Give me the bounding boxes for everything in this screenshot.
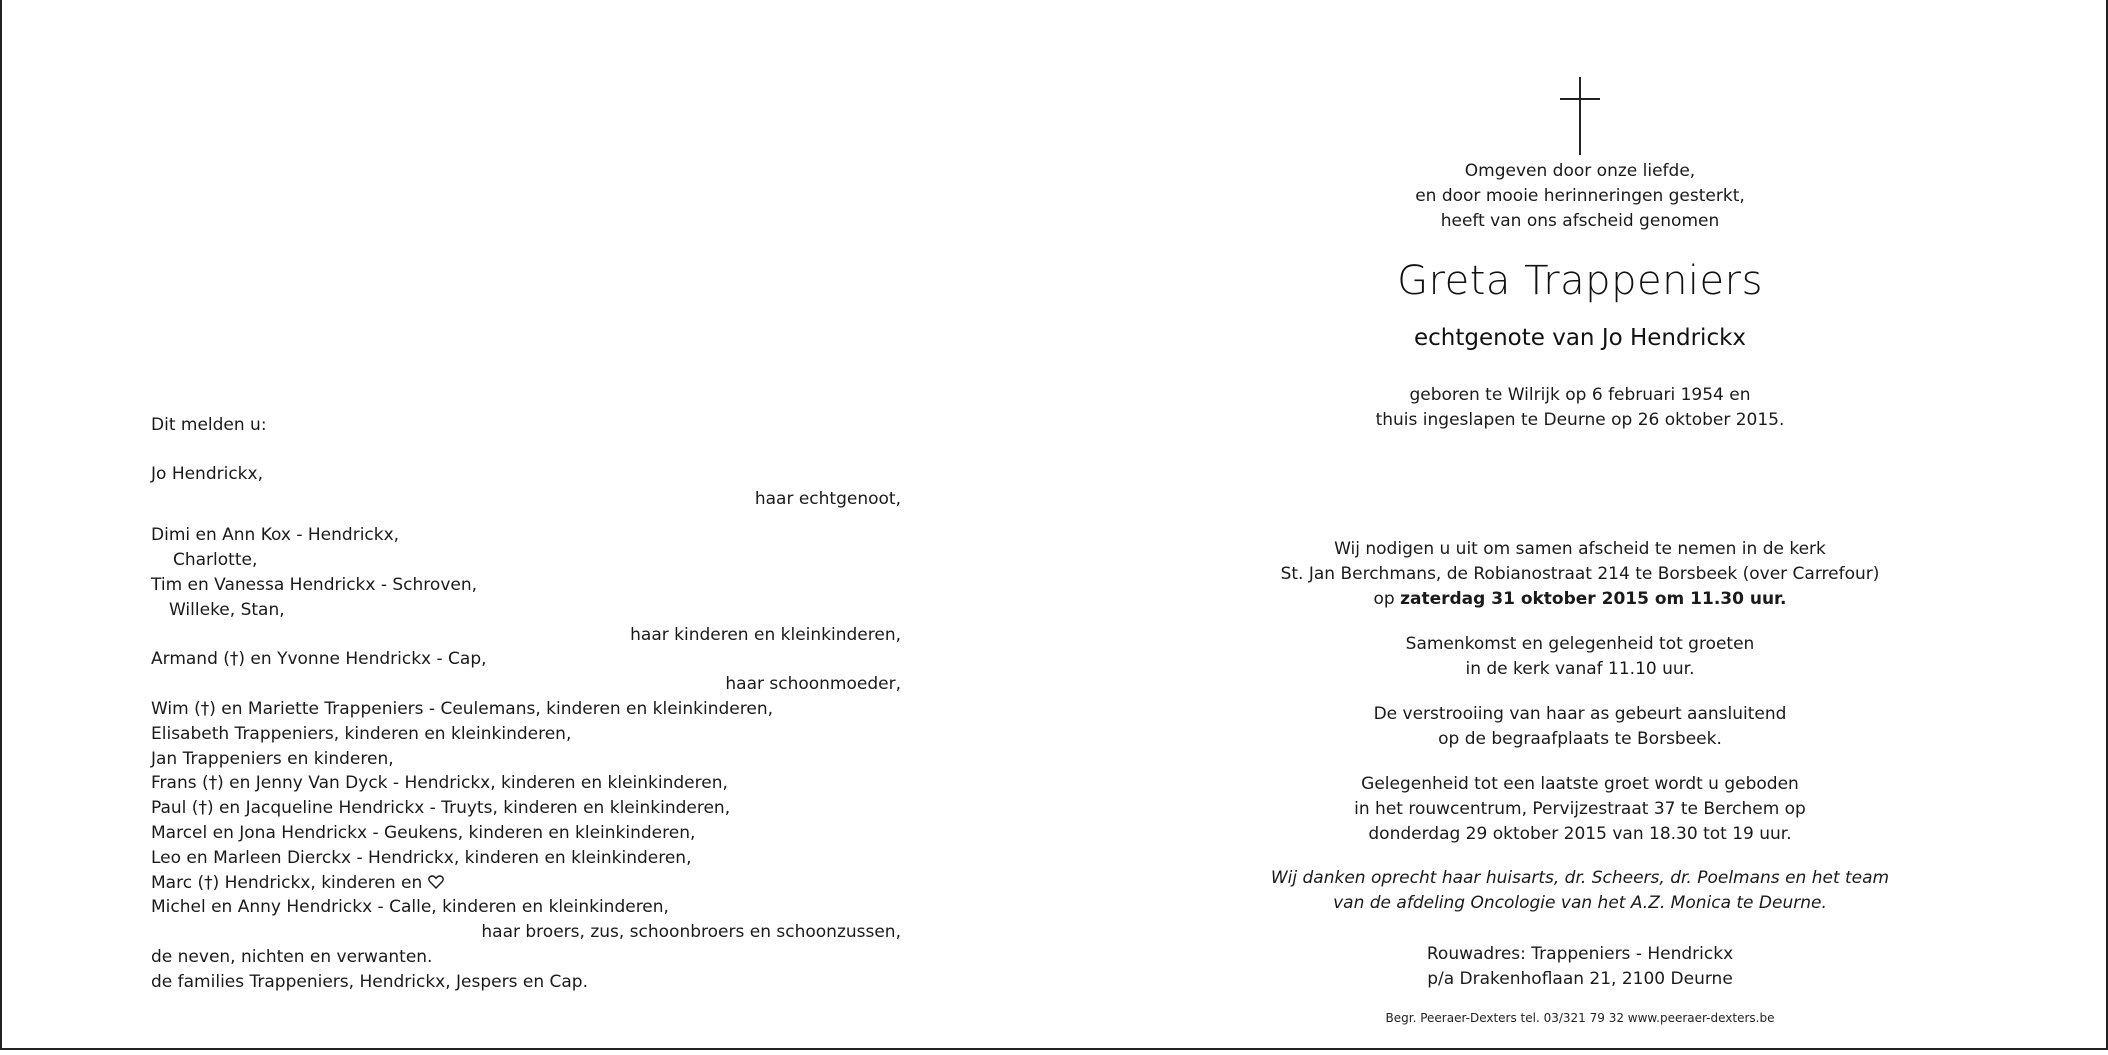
marc-text: Marc (†) Hendrickx, kinderen en: [151, 872, 423, 893]
gathering-line: in de kerk vanaf 11.10 uur.: [1465, 658, 1695, 679]
invite-line: Wij nodigen u uit om samen afscheid te nemen in de kerk: [1334, 539, 1826, 559]
poem-line: heeft van ons afscheid genomen: [1440, 210, 1720, 231]
cross-icon: [1560, 77, 1600, 155]
sibling-line: Marcel en Jona Hendrickx - Geukens, kinderen en kleinkinderen,: [151, 822, 696, 843]
sibling-line: Frans (†) en Jenny Van Dyck - Hendrickx, kinderen en kleinkinderen,: [151, 773, 728, 794]
invite-date: zaterdag 31 oktober 2015 om 11.30 uur.: [1400, 588, 1787, 609]
farewell: [1240, 772, 1920, 846]
dates: [1240, 383, 1920, 433]
inlaws: Armand (†) en Yvonne Hendrickx - Cap,: [151, 649, 487, 670]
heart-icon: [428, 875, 444, 893]
spouse-name: Jo Hendrickx,: [151, 463, 263, 484]
sibling-line: Leo en Marleen Dierckx - Hendrickx, kinderen en kleinkinderen,: [151, 847, 692, 868]
children-role: haar kinderen en kleinkinderen,: [630, 624, 901, 645]
date-line: thuis ingeslapen te Deurne op 26 oktober 2015.: [1375, 409, 1785, 430]
deceased-name: Greta Trappeniers: [1397, 258, 1763, 304]
thanks: [1240, 866, 1920, 916]
spouse-role: haar echtgenoot,: [754, 488, 901, 509]
ashes-line: op de begraafplaats te Borsbeek.: [1438, 728, 1722, 749]
funeral-director-footer: Begr. Peeraer-Dexters tel. 03/321 79 32 www.peeraer-dexters.be: [1385, 1011, 1775, 1025]
address-line: Rouwadres: Trappeniers - Hendrickx: [1426, 944, 1734, 964]
family-list: [151, 413, 901, 995]
siblings-role: haar broers, zus, schoonbroers en schoonzussen,: [481, 922, 901, 943]
child-1: Dimi en Ann Kox - Hendrickx,: [151, 525, 400, 546]
thanks-line: van de afdeling Oncologie van het A.Z. Monica te Deurne.: [1333, 892, 1827, 913]
ashes-line: De verstrooiing van haar as gebeurt aansluitend: [1373, 704, 1787, 724]
sibling-line: Jan Trappeniers en kinderen,: [151, 748, 394, 769]
child-2: Tim en Vanessa Hendrickx - Schroven,: [151, 574, 478, 595]
poem: [1240, 159, 1920, 233]
farewell-line: Gelegenheid tot een laatste groet wordt u geboden: [1361, 774, 1799, 794]
date-line: geboren te Wilrijk op 6 februari 1954 en: [1409, 385, 1751, 405]
sibling-line: Michel en Anny Hendrickx - Calle, kinderen en kleinkinderen,: [151, 897, 669, 918]
mourning-address: [1240, 942, 1920, 992]
sibling-line-marc: [151, 871, 901, 896]
spouse-subtitle: echtgenote van Jo Hendrickx: [1413, 325, 1747, 351]
sibling-line: Elisabeth Trappeniers, kinderen en kleinkinderen,: [151, 723, 572, 744]
grandchild-2: Willeke, Stan,: [169, 599, 285, 620]
thanks-line: Wij danken oprecht haar huisarts, dr. Scheers, dr. Poelmans en het team: [1270, 868, 1890, 888]
address-line: p/a Drakenhoflaan 21, 2100 Deurne: [1427, 968, 1733, 989]
gathering-line: Samenkomst en gelegenheid tot groeten: [1405, 634, 1755, 654]
families-line: de families Trappeniers, Hendrickx, Jespers en Cap.: [151, 971, 588, 992]
poem-line: en door mooie herinneringen gesterkt,: [1415, 185, 1745, 206]
inlaws-role: haar schoonmoeder,: [725, 674, 901, 695]
invite-date-line: [1240, 587, 1920, 612]
farewell-line: donderdag 29 oktober 2015 van 18.30 tot 19 uur.: [1368, 823, 1792, 844]
gathering: [1240, 632, 1920, 682]
ashes: [1240, 702, 1920, 752]
poem-line: Omgeven door onze liefde,: [1464, 161, 1696, 181]
relatives-line: de neven, nichten en verwanten.: [151, 946, 433, 967]
sibling-line: Paul (†) en Jacqueline Hendrickx - Truyts, kinderen en kleinkinderen,: [151, 798, 731, 819]
farewell-line: in het rouwcentrum, Pervijzestraat 37 te Berchem op: [1354, 798, 1806, 819]
invitation: [1240, 537, 1920, 611]
intro-text: Dit melden u:: [151, 415, 267, 435]
invite-line: St. Jan Berchmans, de Robianostraat 214 te Borsbeek (over Carrefour): [1280, 563, 1880, 584]
invite-prefix: op: [1373, 588, 1395, 609]
sibling-line: Wim (†) en Mariette Trappeniers - Ceulemans, kinderen en kleinkinderen,: [151, 698, 774, 719]
grandchild-1: Charlotte,: [173, 550, 258, 571]
